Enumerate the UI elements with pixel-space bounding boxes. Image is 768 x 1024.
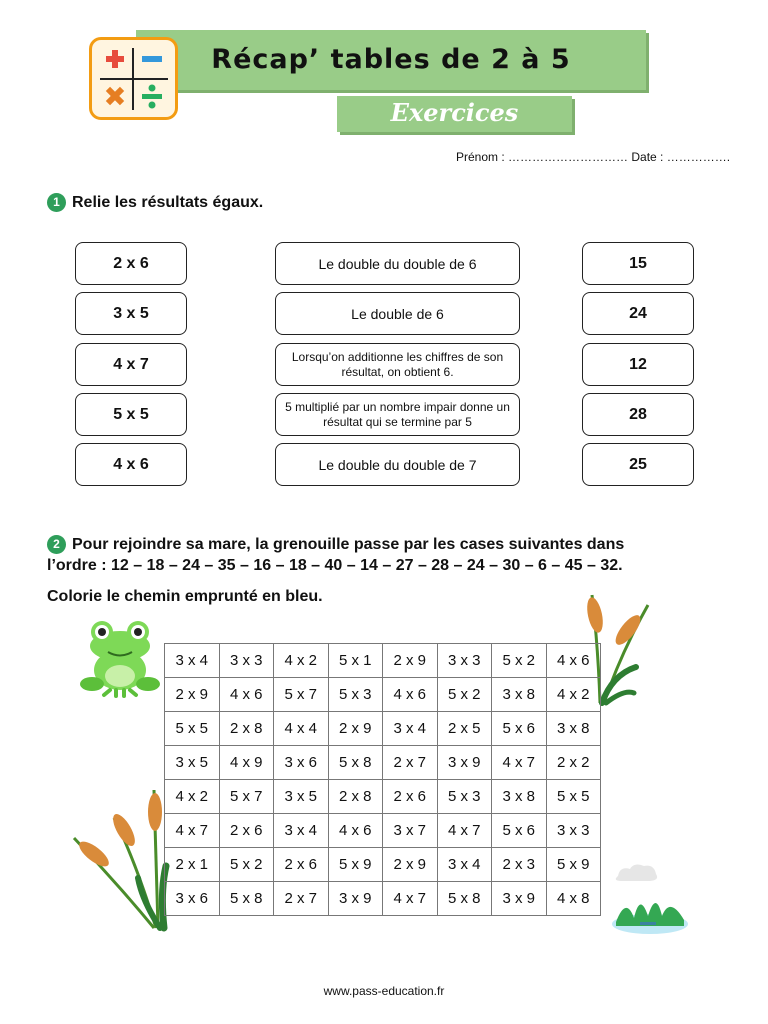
grid-cell[interactable]: 2 x 2: [546, 746, 601, 780]
exercise2-instruction-line3: Colorie le chemin emprunté en bleu.: [47, 588, 323, 605]
grid-cell[interactable]: 4 x 2: [274, 644, 329, 678]
grid-row: [165, 848, 601, 882]
grid-cell[interactable]: 4 x 8: [546, 882, 601, 916]
grid-cell[interactable]: 2 x 8: [219, 712, 274, 746]
grid-cell[interactable]: 5 x 5: [165, 712, 220, 746]
grid-cell[interactable]: 2 x 5: [437, 712, 492, 746]
grid-cell[interactable]: 5 x 2: [437, 678, 492, 712]
grid-cell[interactable]: 2 x 1: [165, 848, 220, 882]
grid-cell[interactable]: 3 x 8: [546, 712, 601, 746]
grid-cell[interactable]: 5 x 5: [546, 780, 601, 814]
grid-cell[interactable]: 2 x 9: [165, 678, 220, 712]
grid-cell[interactable]: 5 x 7: [219, 780, 274, 814]
grid-cell[interactable]: 3 x 3: [219, 644, 274, 678]
grid-cell[interactable]: 4 x 7: [492, 746, 547, 780]
exercise2-heading: [47, 535, 624, 554]
grid-cell[interactable]: 3 x 9: [437, 746, 492, 780]
page-subtitle: Exercices: [390, 98, 519, 127]
grid-cell[interactable]: 5 x 6: [492, 814, 547, 848]
grid-cell[interactable]: 5 x 1: [328, 644, 383, 678]
grid-cell[interactable]: 4 x 6: [546, 644, 601, 678]
grid-cell[interactable]: 5 x 3: [328, 678, 383, 712]
grid-cell[interactable]: 3 x 9: [328, 882, 383, 916]
grid-cell[interactable]: 5 x 2: [492, 644, 547, 678]
grid-cell[interactable]: 3 x 3: [546, 814, 601, 848]
grid-cell[interactable]: 4 x 6: [328, 814, 383, 848]
grid-cell[interactable]: 5 x 7: [274, 678, 329, 712]
grid-row: [165, 644, 601, 678]
math-operators-icon: [89, 37, 178, 120]
grid-cell[interactable]: 5 x 6: [492, 712, 547, 746]
exercise1-heading: [47, 193, 263, 212]
left-box-2[interactable]: 3 x 5: [75, 292, 187, 335]
grid-cell[interactable]: 3 x 4: [383, 712, 438, 746]
right-box-2[interactable]: 24: [582, 292, 694, 335]
grid-cell[interactable]: 5 x 9: [328, 848, 383, 882]
right-box-5[interactable]: 25: [582, 443, 694, 486]
left-box-1[interactable]: 2 x 6: [75, 242, 187, 285]
left-box-4[interactable]: 5 x 5: [75, 393, 187, 436]
middle-box-1[interactable]: Le double du double de 6: [275, 242, 520, 285]
grid-cell[interactable]: 2 x 9: [383, 644, 438, 678]
grid-cell[interactable]: 2 x 6: [383, 780, 438, 814]
grid-cell[interactable]: 2 x 9: [383, 848, 438, 882]
grid-cell[interactable]: 5 x 2: [219, 848, 274, 882]
frog-path-grid: [164, 643, 601, 916]
grid-cell[interactable]: 4 x 6: [383, 678, 438, 712]
left-box-3[interactable]: 4 x 7: [75, 343, 187, 386]
right-box-3[interactable]: 12: [582, 343, 694, 386]
grid-cell[interactable]: 5 x 8: [219, 882, 274, 916]
grid-cell[interactable]: 4 x 4: [274, 712, 329, 746]
grid-cell[interactable]: 3 x 4: [165, 644, 220, 678]
grid-cell[interactable]: 4 x 7: [383, 882, 438, 916]
footer-website: www.pass-education.fr: [323, 984, 445, 998]
grid-cell[interactable]: 2 x 6: [274, 848, 329, 882]
middle-box-4[interactable]: 5 multiplié par un nombre impair donne un résultat qui se termine par 5: [275, 393, 520, 436]
left-box-5[interactable]: 4 x 6: [75, 443, 187, 486]
grid-cell[interactable]: 4 x 7: [437, 814, 492, 848]
grid-cell[interactable]: 5 x 8: [437, 882, 492, 916]
grid-cell[interactable]: 3 x 4: [274, 814, 329, 848]
middle-box-2[interactable]: Le double de 6: [275, 292, 520, 335]
exercise2-number-badge: 2: [47, 535, 66, 554]
grid-cell[interactable]: 3 x 5: [274, 780, 329, 814]
grid-cell[interactable]: 4 x 2: [546, 678, 601, 712]
grid-cell[interactable]: 2 x 9: [328, 712, 383, 746]
grid-row: [165, 780, 601, 814]
exercise2-instruction-line2: l’ordre : 12 – 18 – 24 – 35 – 16 – 18 – 40 – 14 – 27 – 28 – 24 – 30 – 6 – 45 – 32.: [47, 557, 623, 574]
grid-cell[interactable]: 4 x 6: [219, 678, 274, 712]
frog-icon: [80, 620, 160, 696]
grid-cell[interactable]: 4 x 7: [165, 814, 220, 848]
grid-row: [165, 882, 601, 916]
grid-cell[interactable]: 5 x 9: [546, 848, 601, 882]
grid-cell[interactable]: 3 x 7: [383, 814, 438, 848]
right-box-4[interactable]: 28: [582, 393, 694, 436]
grid-row: [165, 712, 601, 746]
grid-cell[interactable]: 3 x 8: [492, 780, 547, 814]
name-date-line: Prénom : ………………………… Date : …………….: [456, 150, 731, 164]
exercise1-instruction: Relie les résultats égaux.: [72, 194, 264, 211]
grid-cell[interactable]: 2 x 7: [274, 882, 329, 916]
grid-cell[interactable]: 4 x 9: [219, 746, 274, 780]
grid-cell[interactable]: 3 x 4: [437, 848, 492, 882]
grid-cell[interactable]: 2 x 6: [219, 814, 274, 848]
grid-row: [165, 678, 601, 712]
grid-cell[interactable]: 4 x 2: [165, 780, 220, 814]
middle-box-5[interactable]: Le double du double de 7: [275, 443, 520, 486]
grid-cell[interactable]: 2 x 7: [383, 746, 438, 780]
grid-cell[interactable]: 5 x 8: [328, 746, 383, 780]
page-title: Récap’ tables de 2 à 5: [211, 44, 571, 75]
grid-cell[interactable]: 3 x 5: [165, 746, 220, 780]
cattail-reeds-icon: [66, 782, 170, 930]
grid-cell[interactable]: 3 x 8: [492, 678, 547, 712]
exercise2-instruction-line1: Pour rejoindre sa mare, la grenouille passe par les cases suivantes dans: [72, 536, 625, 553]
grid-row: [165, 814, 601, 848]
middle-box-3[interactable]: Lorsqu’on additionne les chiffres de son résultat, on obtient 6.: [275, 343, 520, 386]
grid-cell[interactable]: 3 x 9: [492, 882, 547, 916]
grid-cell[interactable]: 3 x 6: [165, 882, 220, 916]
grid-cell[interactable]: 3 x 6: [274, 746, 329, 780]
grid-cell[interactable]: 5 x 3: [437, 780, 492, 814]
exercise1-number-badge: 1: [47, 193, 66, 212]
grid-cell[interactable]: 2 x 8: [328, 780, 383, 814]
grid-cell[interactable]: 2 x 3: [492, 848, 547, 882]
grid-row: [165, 746, 601, 780]
pond-icon: [610, 862, 690, 936]
right-box-1[interactable]: 15: [582, 242, 694, 285]
grid-cell[interactable]: 3 x 3: [437, 644, 492, 678]
